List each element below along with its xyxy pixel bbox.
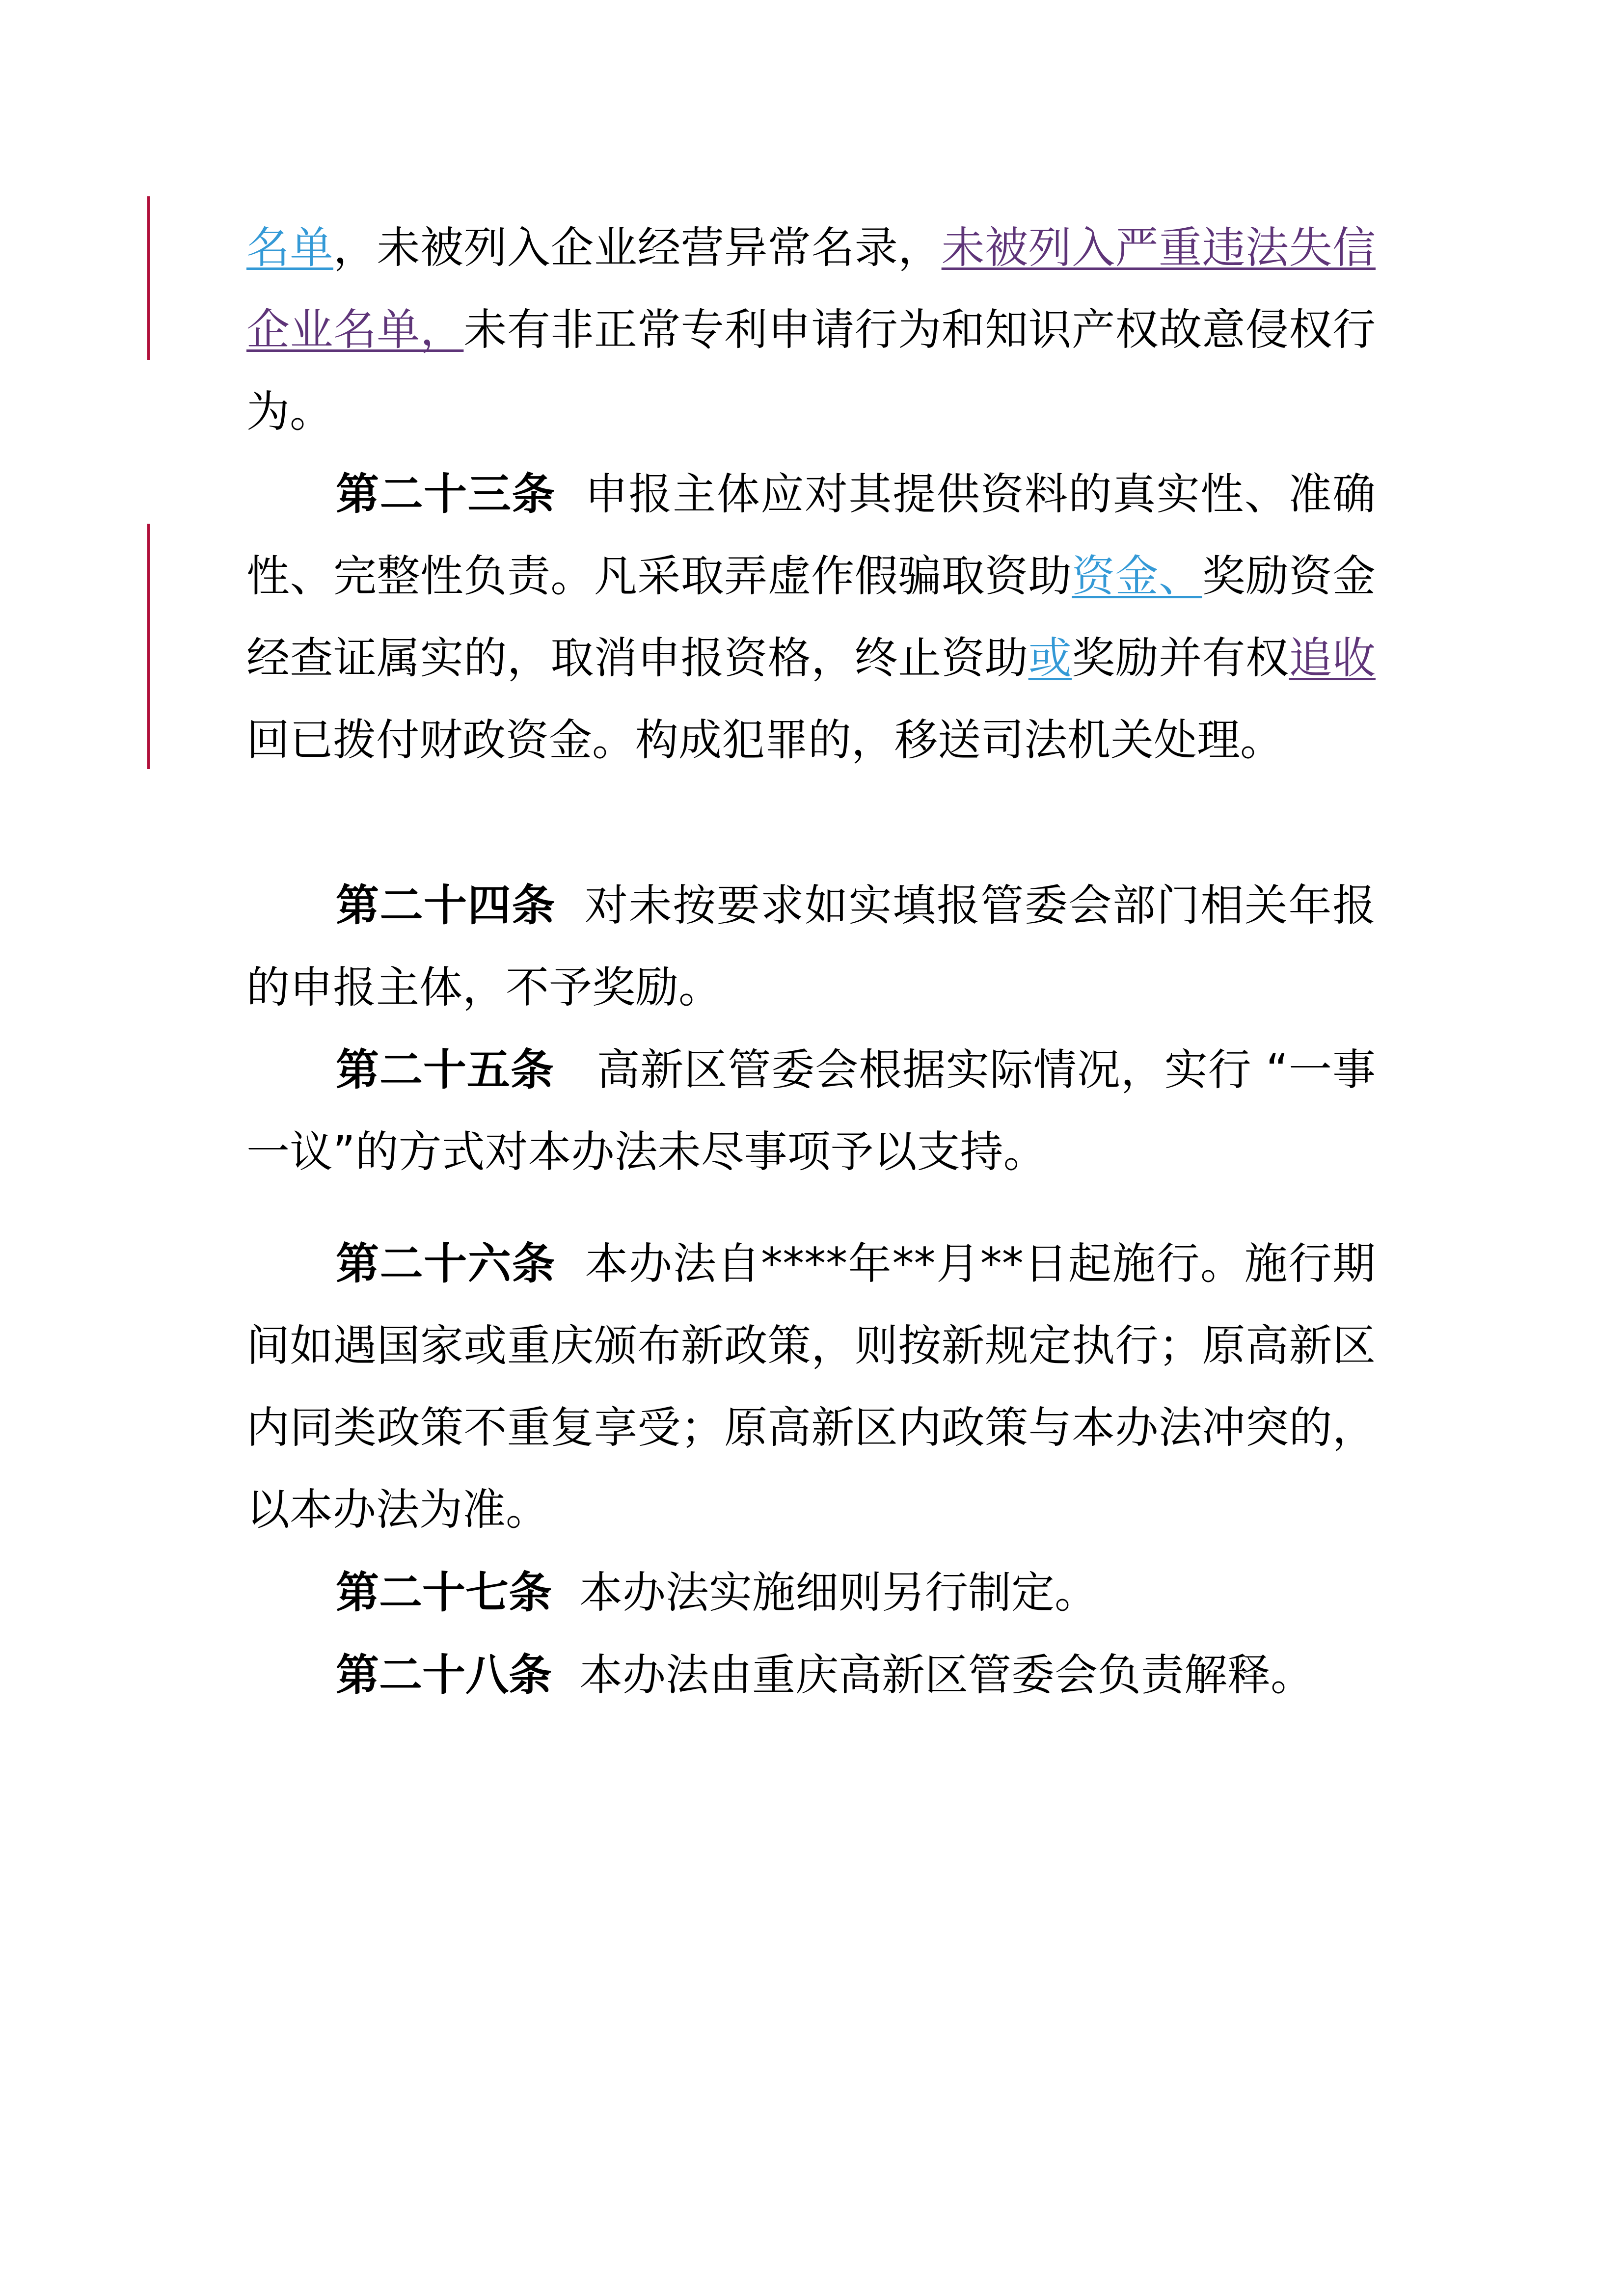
tracked-change-link[interactable]: 名单: [246, 222, 333, 273]
article-heading: 第二十五条: [336, 1044, 554, 1095]
article-heading: 第二十四条: [336, 880, 556, 931]
revision-change-bar: [147, 196, 150, 360]
body-text: 对未按要求如实填报管委会部门相关年报的申报主体，不予奖励。: [246, 880, 1376, 1013]
article-26: [246, 1223, 1376, 1550]
tracked-change-link[interactable]: 资金、: [1072, 551, 1202, 601]
body-text: 奖励资金经查证属实的，取消申报资格，终止资助: [246, 551, 1376, 683]
body-text: 奖励并有权: [1072, 633, 1289, 683]
tracked-change-link[interactable]: 或: [1028, 633, 1072, 683]
article-heading: 第二十七条: [336, 1567, 552, 1618]
article-24: [246, 864, 1376, 1028]
paragraph-continuation: [246, 207, 1376, 453]
tracked-change-link[interactable]: 未被列入严重违法失信企业名单，: [246, 222, 1376, 355]
article-heading: 第二十六条: [336, 1238, 556, 1289]
article-28: [246, 1634, 1376, 1716]
body-text: ，未被列入企业经营异常名录，: [333, 222, 942, 273]
body-text: 申报主体应对其提供资料的真实性、准确性、完整性负责。凡采取弄虚作假骗取资助: [246, 469, 1376, 601]
article-heading: 第二十三条: [336, 469, 556, 519]
tracked-change-link[interactable]: 追收: [1289, 633, 1376, 683]
body-text: 本办法实施细则另行制定。: [579, 1567, 1098, 1618]
article-27: [246, 1551, 1376, 1633]
body-text: 本办法由重庆高新区管委会负责解释。: [579, 1650, 1314, 1700]
body-text: 回已拨付财政资金。构成犯罪的，移送司法机关处理。: [246, 715, 1284, 765]
article-23: [246, 453, 1376, 781]
revision-change-bar: [147, 524, 150, 769]
article-25: [246, 1029, 1376, 1193]
body-text: 未有非正常专利申请行为和知识产权故意侵权行为。: [246, 304, 1376, 437]
body-text: 高新区管委会根据实际情况，实行 “一事一议”的方式对本办法未尽事项予以支持。: [246, 1044, 1376, 1177]
article-heading: 第二十八条: [336, 1650, 552, 1700]
body-text: 本办法自****年**月**日起施行。施行期间如遇国家或重庆颁布新政策，则按新规定执行；原高新区内同类政策不重复享受；原高新区内政策与本办法冲突的，以本办法为准。: [246, 1238, 1376, 1535]
